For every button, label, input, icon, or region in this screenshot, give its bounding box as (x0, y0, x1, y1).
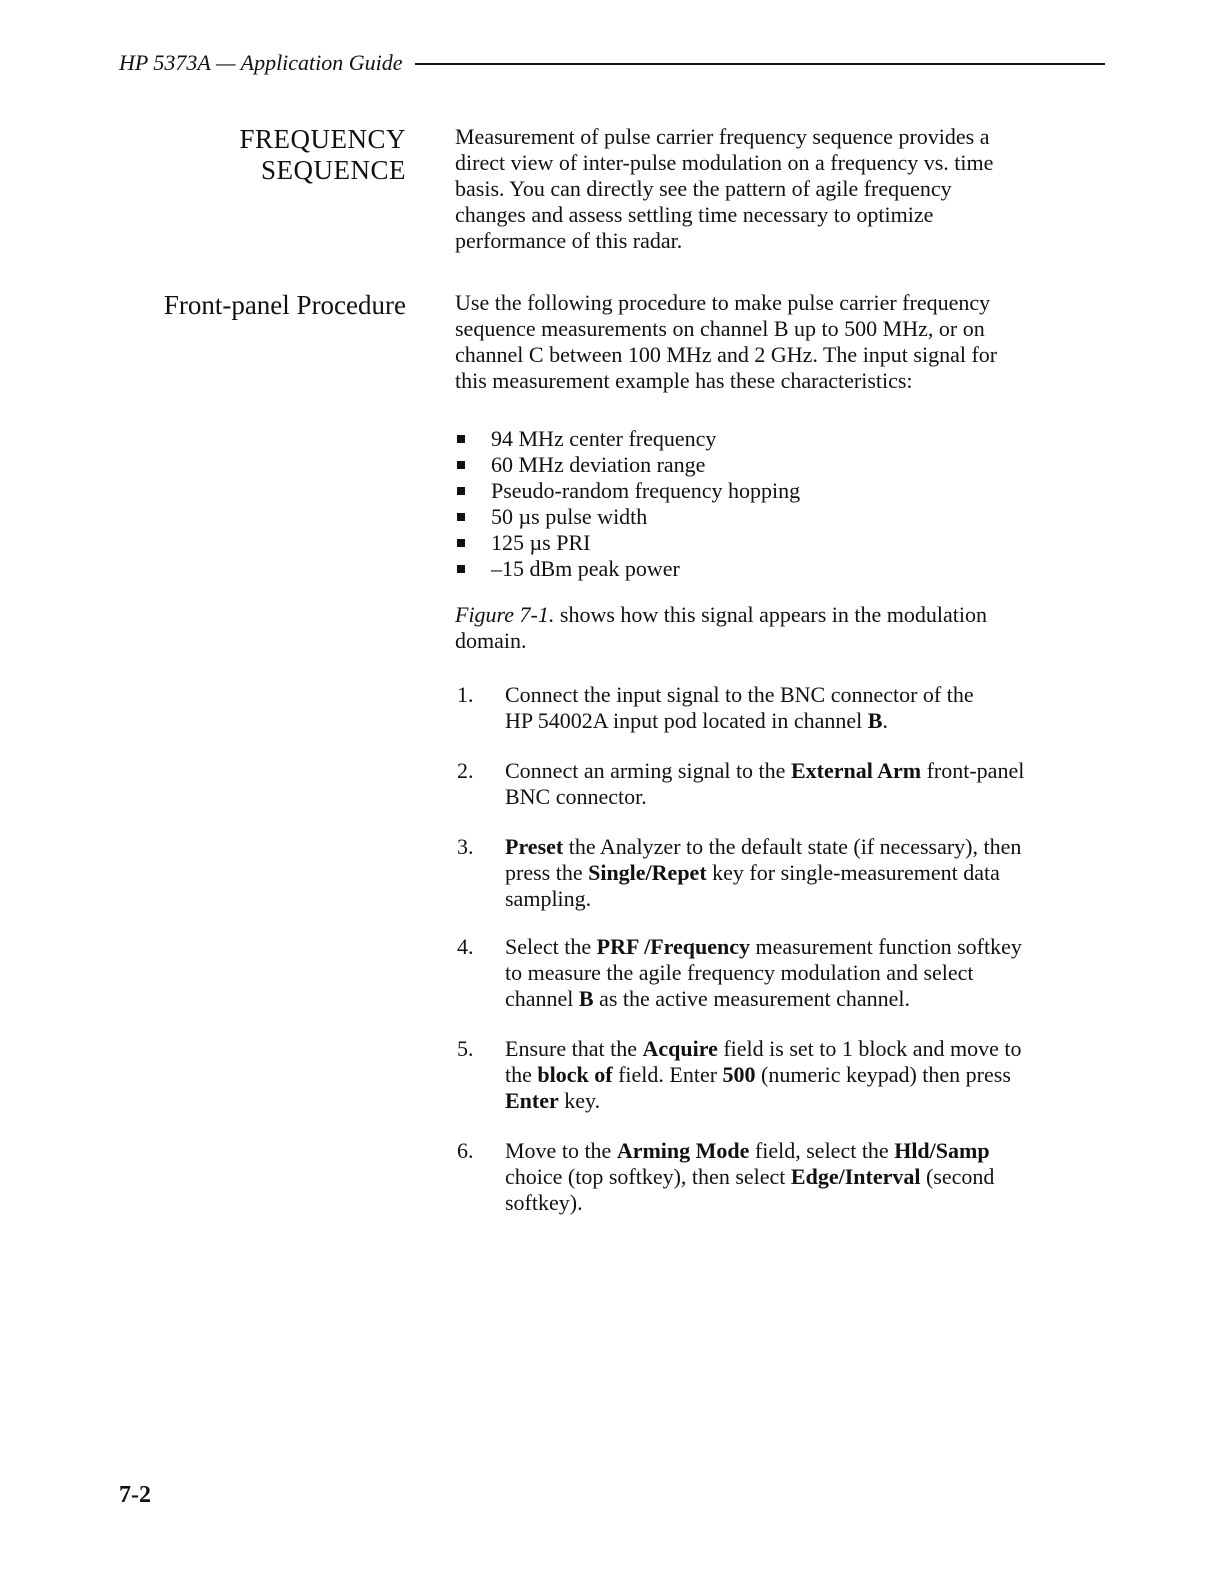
step-number: 6. (457, 1138, 474, 1163)
list-item: 125 µs PRI (455, 530, 1120, 556)
text-line: sequence measurements on channel B up to 500 MHz, or on (455, 316, 985, 341)
text-line: Measurement of pulse carrier frequency sequence provides a (455, 124, 990, 149)
text-line: performance of this radar. (455, 228, 683, 253)
intro-paragraph (455, 124, 1120, 254)
bold-term: block of (537, 1062, 613, 1087)
bold-term: Preset (505, 834, 564, 859)
step-number: 1. (457, 682, 474, 707)
text-line: Connect the input signal to the BNC connector of the (505, 682, 974, 707)
text-line: domain. (455, 628, 527, 653)
text-fragment: . (882, 708, 888, 733)
text-fragment: field is set to 1 block and move to (717, 1036, 1022, 1061)
list-item: Pseudo-random frequency hopping (455, 478, 1120, 504)
section-title-line2: SEQUENCE (261, 155, 406, 185)
running-header (119, 50, 1105, 76)
text-line: to measure the agile frequency modulation and select (505, 960, 974, 985)
header-title: HP 5373A — Application Guide (119, 50, 403, 75)
bold-term: Acquire (642, 1036, 718, 1061)
text-fragment: channel (505, 986, 579, 1011)
text-fragment: press the (505, 860, 589, 885)
text-fragment: field, select the (749, 1138, 895, 1163)
text-line: BNC connector. (505, 784, 647, 809)
bold-term: PRF /Frequency (596, 934, 751, 959)
text-fragment: front-panel (921, 758, 1025, 783)
text-line: Use the following procedure to make pulse carrier frequency (455, 290, 991, 315)
text-fragment: Ensure that the (505, 1036, 643, 1061)
text-fragment: key. (558, 1088, 601, 1113)
header-rule (415, 63, 1105, 65)
figure-reference-paragraph (455, 602, 1120, 654)
text-line: basis. You can directly see the pattern of agile frequency (455, 176, 952, 201)
step-number: 4. (457, 934, 474, 959)
figure-reference: Figure 7-1. (455, 602, 555, 627)
bold-term: 500 (722, 1062, 756, 1087)
text-fragment: HP 54002A input pod located in channel (505, 708, 868, 733)
step-number: 5. (457, 1036, 474, 1061)
text-line: changes and assess settling time necessary to optimize (455, 202, 934, 227)
bold-term: Hld/Samp (894, 1138, 990, 1163)
bold-term: Single/Repet (588, 860, 707, 885)
procedure-heading: Front-panel Procedure (163, 290, 406, 320)
text-fragment: shows how this signal appears in the modulation (554, 602, 988, 627)
bold-term: External Arm (790, 758, 922, 783)
text-fragment: Move to the (505, 1138, 617, 1163)
text-fragment: the Analyzer to the default state (if necessary), then (563, 834, 1022, 859)
text-line: sampling. (505, 886, 592, 911)
text-fragment: Connect an arming signal to the (505, 758, 791, 783)
text-fragment: Select the (505, 934, 597, 959)
list-item: 50 µs pulse width (455, 504, 1120, 530)
text-fragment: key for single-measurement data (706, 860, 1000, 885)
text-fragment: as the active measurement channel. (593, 986, 911, 1011)
text-line: direct view of inter-pulse modulation on a frequency vs. time (455, 150, 994, 175)
signal-characteristics-list (455, 426, 1120, 582)
bold-term: Enter (505, 1088, 559, 1113)
text-fragment: measurement function softkey (750, 934, 1022, 959)
text-fragment: (numeric keypad) then press (755, 1062, 1011, 1087)
section-title-line1: FREQUENCY (239, 124, 406, 154)
section-title (239, 124, 406, 186)
text-fragment: the (505, 1062, 538, 1087)
text-fragment: choice (top softkey), then select (505, 1164, 791, 1189)
step-number: 2. (457, 758, 474, 783)
text-line: softkey). (505, 1190, 583, 1215)
text-line: channel C between 100 MHz and 2 GHz. The input signal for (455, 342, 998, 367)
list-item: 60 MHz deviation range (455, 452, 1120, 478)
step-number: 3. (457, 834, 474, 859)
text-fragment: (second (920, 1164, 995, 1189)
procedure-intro-paragraph (455, 290, 1120, 394)
text-fragment: field. Enter (612, 1062, 723, 1087)
bold-term: Arming Mode (616, 1138, 750, 1163)
bold-term: B (578, 986, 594, 1011)
bold-term: Edge/Interval (790, 1164, 921, 1189)
page-number: 7-2 (119, 1482, 151, 1508)
text-line: this measurement example has these characteristics: (455, 368, 913, 393)
list-item: 94 MHz center frequency (455, 426, 1120, 452)
list-item: –15 dBm peak power (455, 556, 1120, 582)
bold-term: B (867, 708, 883, 733)
